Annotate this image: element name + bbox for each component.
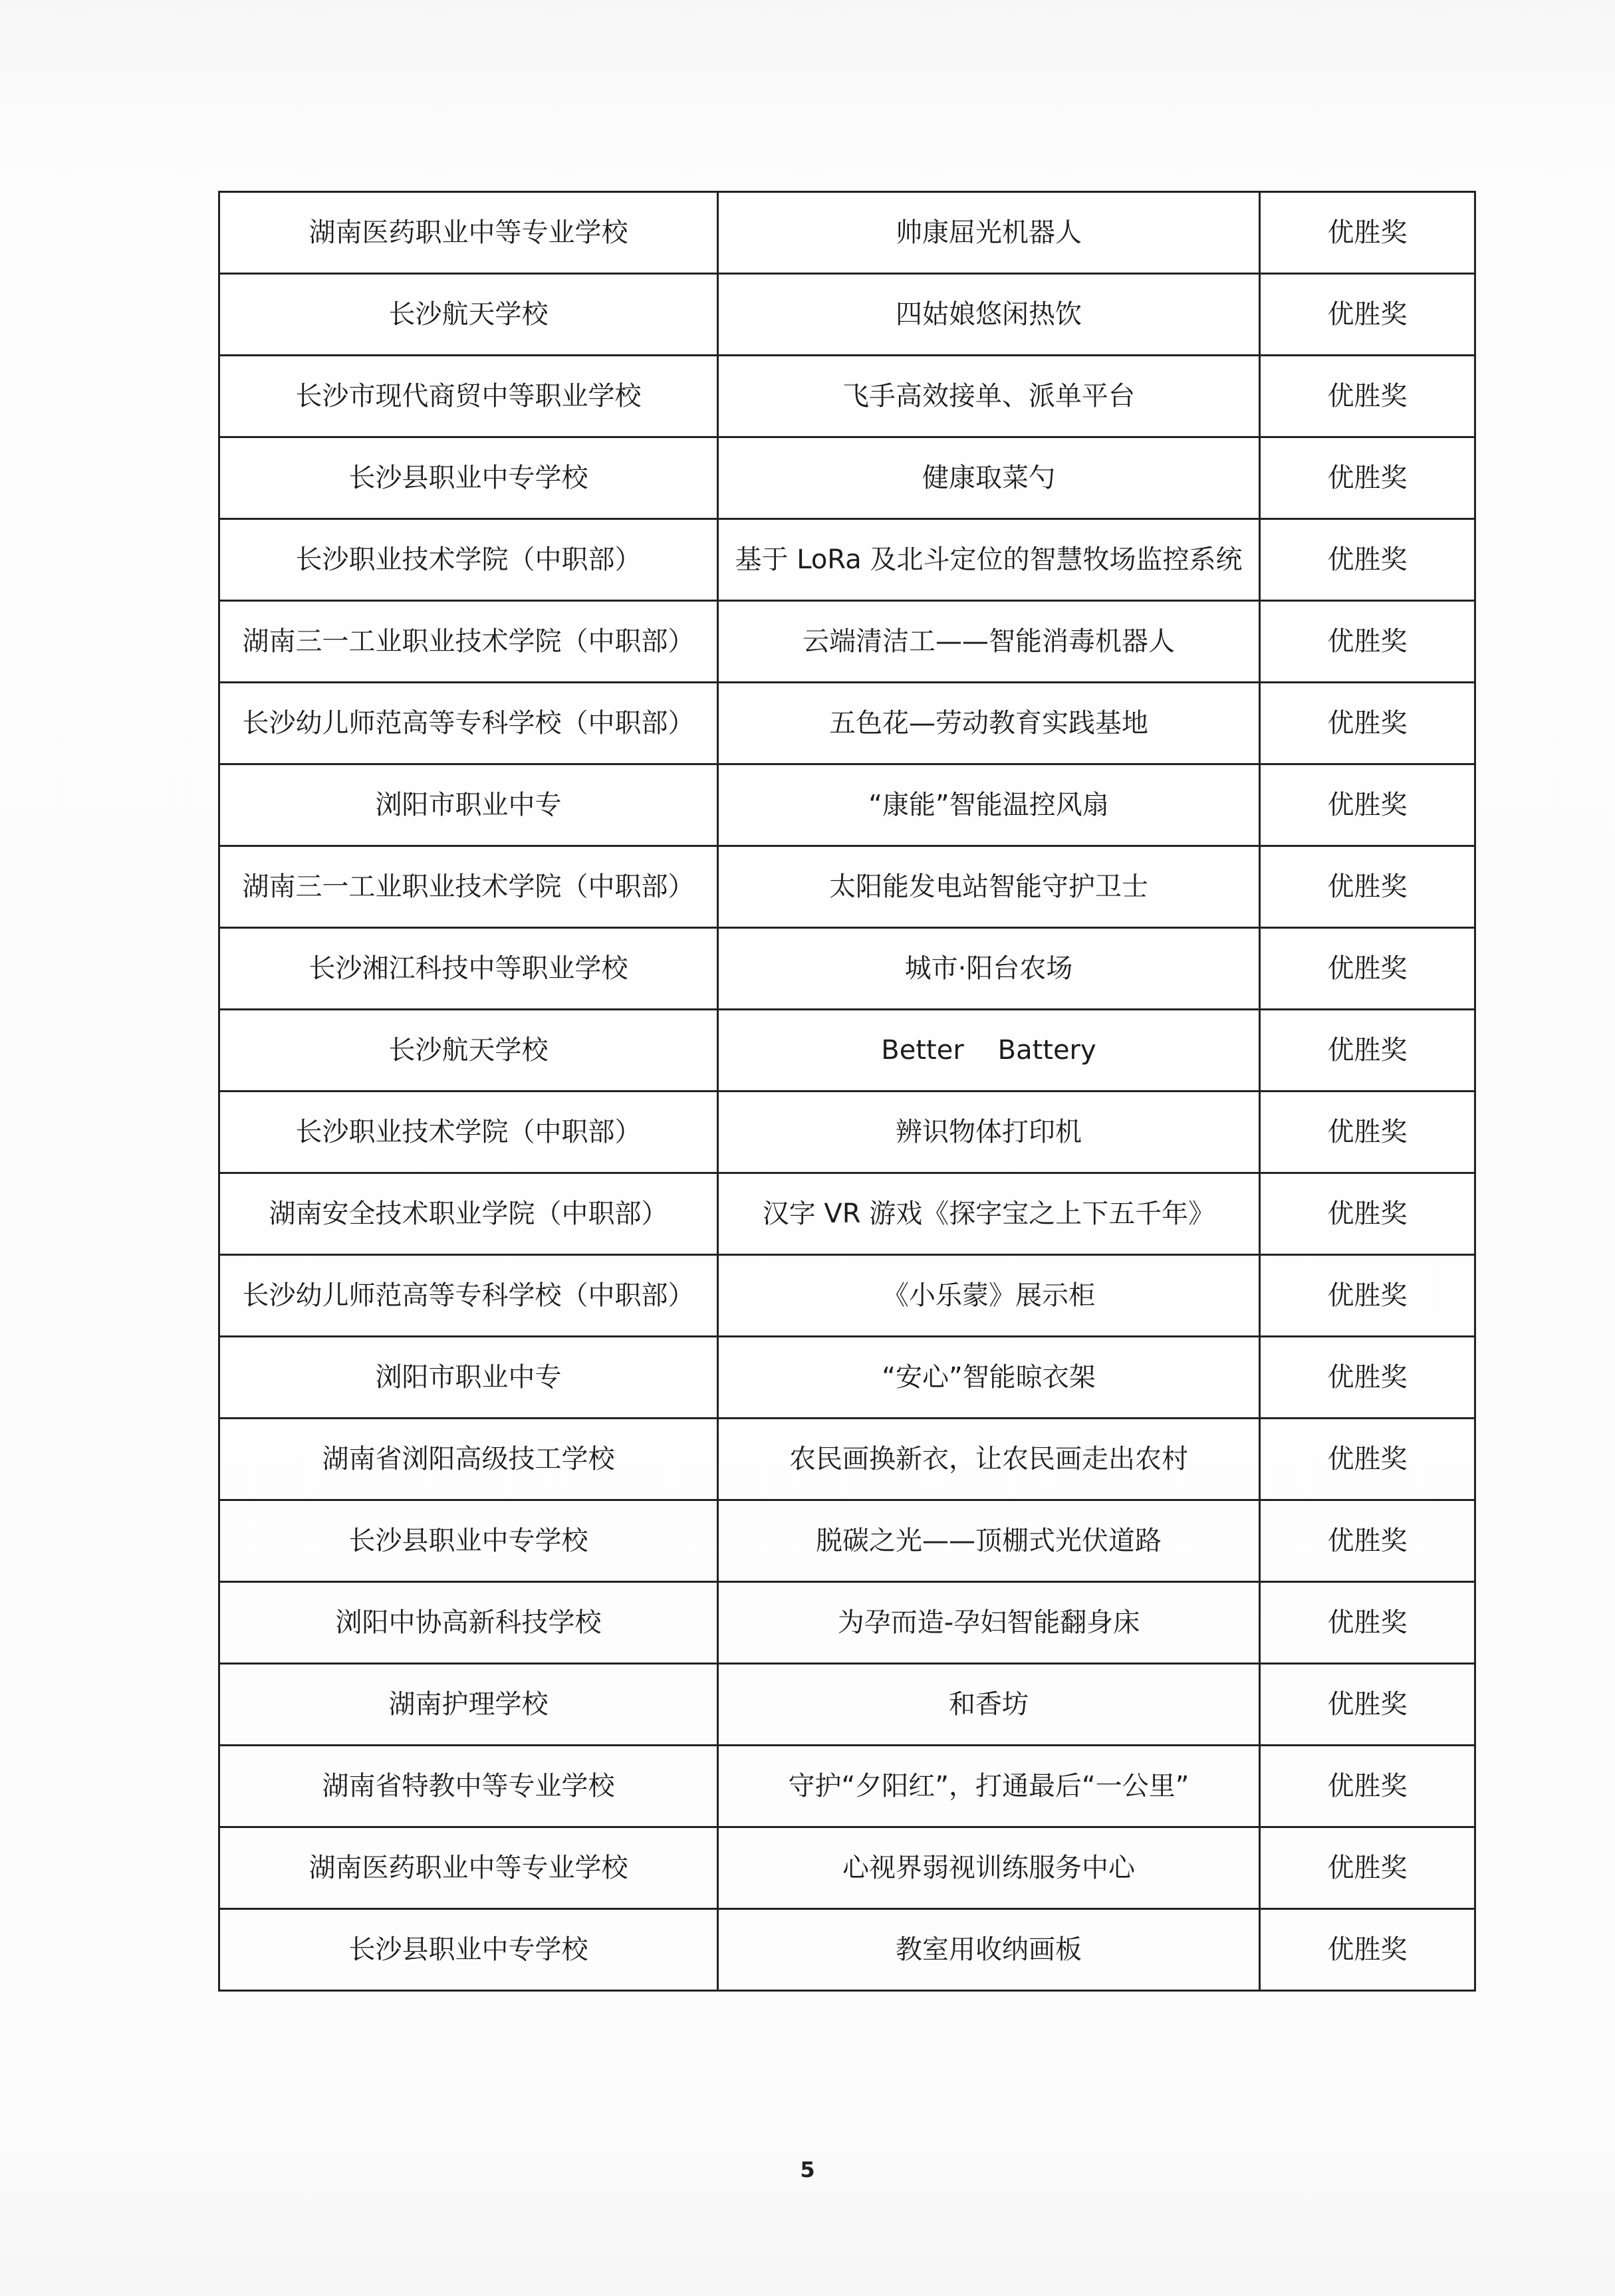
school-cell: 长沙县职业中专学校 bbox=[219, 437, 718, 519]
table-row bbox=[219, 1419, 1475, 1500]
award-cell: 优胜奖 bbox=[1260, 1909, 1475, 1991]
award-cell: 优胜奖 bbox=[1260, 437, 1475, 519]
table-row bbox=[219, 928, 1475, 1010]
school-cell: 长沙航天学校 bbox=[219, 1010, 718, 1091]
project-cell: 为孕而造-孕妇智能翻身床 bbox=[718, 1582, 1260, 1664]
award-cell: 优胜奖 bbox=[1260, 683, 1475, 764]
school-cell: 长沙职业技术学院（中职部） bbox=[219, 519, 718, 601]
project-cell: 太阳能发电站智能守护卫士 bbox=[718, 846, 1260, 928]
project-cell: “安心”智能晾衣架 bbox=[718, 1337, 1260, 1419]
project-cell: 守护“夕阳红”，打通最后“一公里” bbox=[718, 1746, 1260, 1827]
school-cell: 湖南三一工业职业技术学院（中职部） bbox=[219, 601, 718, 683]
award-cell: 优胜奖 bbox=[1260, 356, 1475, 437]
table-row bbox=[219, 1091, 1475, 1173]
award-cell: 优胜奖 bbox=[1260, 1010, 1475, 1091]
school-cell: 湖南医药职业中等专业学校 bbox=[219, 192, 718, 274]
school-cell: 长沙市现代商贸中等职业学校 bbox=[219, 356, 718, 437]
award-cell: 优胜奖 bbox=[1260, 1500, 1475, 1582]
award-cell: 优胜奖 bbox=[1260, 1173, 1475, 1255]
table-row bbox=[219, 1582, 1475, 1664]
table-row bbox=[219, 1909, 1475, 1991]
school-cell: 长沙湘江科技中等职业学校 bbox=[219, 928, 718, 1010]
table-row bbox=[219, 846, 1475, 928]
project-cell: 健康取菜勺 bbox=[718, 437, 1260, 519]
project-cell: 五色花—劳动教育实践基地 bbox=[718, 683, 1260, 764]
project-cell: 教室用收纳画板 bbox=[718, 1909, 1260, 1991]
award-cell: 优胜奖 bbox=[1260, 1419, 1475, 1500]
award-cell: 优胜奖 bbox=[1260, 764, 1475, 846]
project-cell: 基于 LoRa 及北斗定位的智慧牧场监控系统 bbox=[718, 519, 1260, 601]
award-cell: 优胜奖 bbox=[1260, 846, 1475, 928]
table-row bbox=[219, 192, 1475, 274]
school-cell: 湖南安全技术职业学院（中职部） bbox=[219, 1173, 718, 1255]
school-cell: 湖南三一工业职业技术学院（中职部） bbox=[219, 846, 718, 928]
school-cell: 长沙幼儿师范高等专科学校（中职部） bbox=[219, 683, 718, 764]
project-cell: 《小乐蒙》展示柜 bbox=[718, 1255, 1260, 1337]
school-cell: 湖南医药职业中等专业学校 bbox=[219, 1827, 718, 1909]
award-cell: 优胜奖 bbox=[1260, 928, 1475, 1010]
school-cell: 湖南护理学校 bbox=[219, 1664, 718, 1746]
project-cell: 四姑娘悠闲热饮 bbox=[718, 274, 1260, 356]
project-cell: 脱碳之光——顶棚式光伏道路 bbox=[718, 1500, 1260, 1582]
table-row bbox=[219, 274, 1475, 356]
award-cell: 优胜奖 bbox=[1260, 1337, 1475, 1419]
project-cell: 辨识物体打印机 bbox=[718, 1091, 1260, 1173]
table-row bbox=[219, 764, 1475, 846]
award-cell: 优胜奖 bbox=[1260, 1664, 1475, 1746]
award-cell: 优胜奖 bbox=[1260, 1255, 1475, 1337]
award-cell: 优胜奖 bbox=[1260, 1827, 1475, 1909]
project-cell: “康能”智能温控风扇 bbox=[718, 764, 1260, 846]
project-cell: 城市·阳台农场 bbox=[718, 928, 1260, 1010]
table-row bbox=[219, 683, 1475, 764]
award-cell: 优胜奖 bbox=[1260, 192, 1475, 274]
school-cell: 长沙航天学校 bbox=[219, 274, 718, 356]
school-cell: 浏阳市职业中专 bbox=[219, 764, 718, 846]
table-row bbox=[219, 1827, 1475, 1909]
school-cell: 长沙县职业中专学校 bbox=[219, 1500, 718, 1582]
table-row bbox=[219, 437, 1475, 519]
table-row bbox=[219, 1664, 1475, 1746]
project-cell: 农民画换新衣，让农民画走出农村 bbox=[718, 1419, 1260, 1500]
page-number: 5 bbox=[800, 2157, 815, 2182]
table-row bbox=[219, 1010, 1475, 1091]
school-cell: 湖南省特教中等专业学校 bbox=[219, 1746, 718, 1827]
school-cell: 长沙县职业中专学校 bbox=[219, 1909, 718, 1991]
project-cell: 帅康屈光机器人 bbox=[718, 192, 1260, 274]
table-row bbox=[219, 1746, 1475, 1827]
award-cell: 优胜奖 bbox=[1260, 519, 1475, 601]
table-row bbox=[219, 356, 1475, 437]
award-cell: 优胜奖 bbox=[1260, 601, 1475, 683]
table-row bbox=[219, 601, 1475, 683]
table-row bbox=[219, 519, 1475, 601]
project-cell: 心视界弱视训练服务中心 bbox=[718, 1827, 1260, 1909]
school-cell: 长沙职业技术学院（中职部） bbox=[219, 1091, 718, 1173]
project-cell: 飞手高效接单、派单平台 bbox=[718, 356, 1260, 437]
table-row bbox=[219, 1173, 1475, 1255]
project-cell: Better Battery bbox=[718, 1010, 1260, 1091]
project-cell: 汉字 VR 游戏《探字宝之上下五千年》 bbox=[718, 1173, 1260, 1255]
project-cell: 和香坊 bbox=[718, 1664, 1260, 1746]
table-row bbox=[219, 1337, 1475, 1419]
award-cell: 优胜奖 bbox=[1260, 1582, 1475, 1664]
award-cell: 优胜奖 bbox=[1260, 1746, 1475, 1827]
school-cell: 浏阳市职业中专 bbox=[219, 1337, 718, 1419]
award-cell: 优胜奖 bbox=[1260, 1091, 1475, 1173]
award-cell: 优胜奖 bbox=[1260, 274, 1475, 356]
table-row bbox=[219, 1500, 1475, 1582]
school-cell: 长沙幼儿师范高等专科学校（中职部） bbox=[219, 1255, 718, 1337]
table-row bbox=[219, 1255, 1475, 1337]
school-cell: 湖南省浏阳高级技工学校 bbox=[219, 1419, 718, 1500]
project-cell: 云端清洁工——智能消毒机器人 bbox=[718, 601, 1260, 683]
awards-table bbox=[218, 191, 1476, 1992]
school-cell: 浏阳中协高新科技学校 bbox=[219, 1582, 718, 1664]
